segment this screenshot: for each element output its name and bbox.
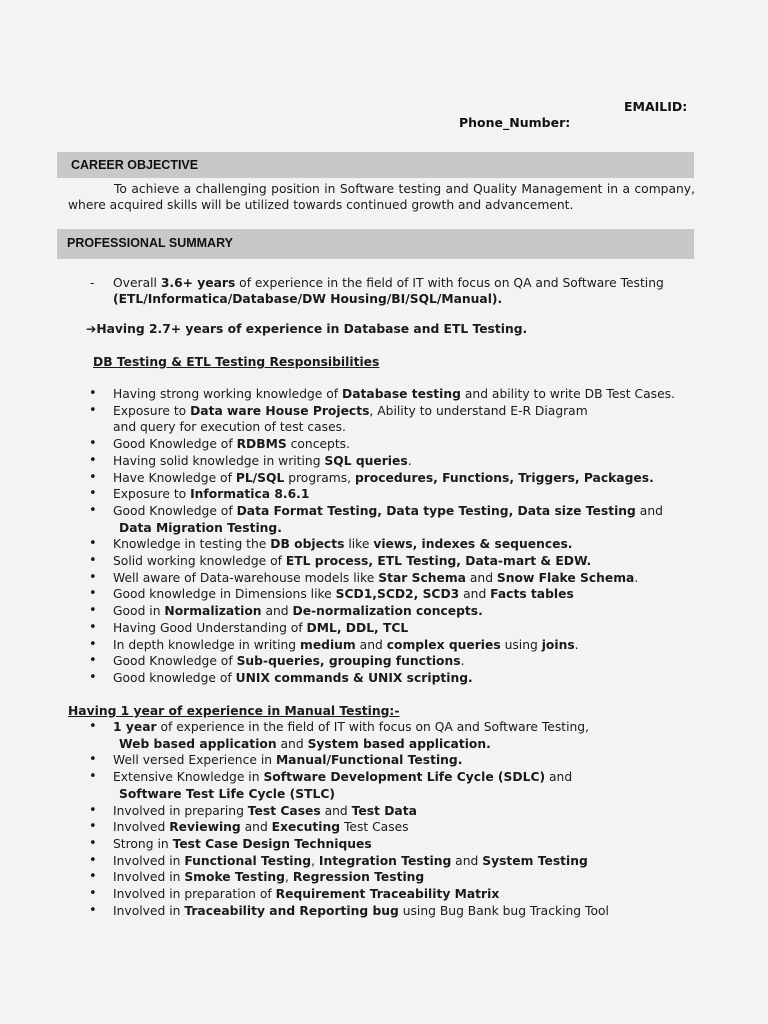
text: Solid working knowledge of (113, 554, 286, 569)
text: Well aware of Data-warehouse models like (113, 570, 379, 585)
text: Good knowledge of (113, 670, 236, 685)
overall-years: 3.6+ years (160, 276, 236, 290)
career-objective-text: To achieve a challenging position in Software testing and Quality Management in a company, where acquired skills will be utilized towards continued growth and advancement. (68, 182, 695, 212)
list-item-text (113, 854, 588, 868)
list-item (0, 536, 703, 553)
text: . (634, 570, 639, 585)
list-item-text (113, 753, 462, 767)
bold-text: ETL process, ETL Testing, Data-mart & EDW. (285, 554, 592, 569)
text: Well versed Experience in (113, 753, 276, 768)
text: and (276, 736, 308, 751)
text: Extensive Knowledge in (113, 770, 264, 785)
list-item-text (113, 471, 654, 485)
dash-marker: - (90, 276, 95, 290)
professional-summary-header (57, 229, 694, 259)
bold-text: System based application. (307, 736, 491, 751)
bold-text: De-normalization concepts. (292, 604, 483, 619)
list-item-text (113, 621, 408, 635)
text: Knowledge in testing the (113, 537, 271, 552)
text: programs, (284, 470, 355, 485)
list-item (0, 386, 703, 403)
list-item-text (113, 770, 572, 784)
list-item (0, 403, 703, 436)
list-item-text (113, 887, 499, 901)
bold-text: Sub-queries, grouping functions (236, 654, 461, 669)
list-item (0, 819, 703, 836)
bold-text: Traceability and Reporting bug (184, 903, 399, 918)
text: Involved in (113, 903, 185, 918)
text: Having solid knowledge in writing (113, 453, 325, 468)
list-item-text (113, 604, 483, 618)
bold-text: UNIX commands & UNIX scripting. (235, 670, 473, 685)
text: Test Cases (340, 820, 409, 835)
bold-text: complex queries (386, 637, 501, 652)
text: like (344, 537, 374, 552)
text: Good Knowledge of (113, 654, 237, 669)
bold-text: Snow Flake Schema (496, 570, 635, 585)
bold-text: DB objects (270, 537, 345, 552)
bold-text: Executing (271, 820, 341, 835)
list-item (0, 719, 703, 752)
list-item-text (113, 720, 589, 734)
bold-text: views, indexes & sequences. (373, 537, 573, 552)
list-item-text (113, 437, 350, 451)
text: and (261, 604, 293, 619)
list-item (0, 853, 703, 870)
bold-text: Database testing (342, 387, 461, 401)
bold-text: Test Case Design Techniques (172, 836, 372, 851)
overall-tech-list: (ETL/Informatica/Database/DW Housing/BI/SQL/Manual). (113, 292, 503, 306)
bold-text: joins (541, 637, 575, 652)
email-label: EMAILID: (624, 99, 688, 114)
bold-text: Software Development Life Cycle (SDLC) (263, 770, 546, 785)
db-etl-responsibilities-heading: DB Testing & ETL Testing Responsibilities (93, 355, 380, 369)
list-item (0, 436, 703, 453)
list-item-text (113, 404, 588, 418)
list-item-text (113, 487, 309, 501)
list-item (0, 470, 703, 487)
text: and (545, 770, 573, 785)
arrow-icon: ➔ (86, 322, 97, 336)
text: , Ability to understand E-R Diagram (369, 403, 588, 418)
bold-text: medium (300, 637, 356, 652)
list-item-continuation (113, 419, 703, 436)
text: and (465, 570, 497, 585)
list-item (0, 570, 703, 587)
bold-text: Data Migration Testing. (119, 520, 282, 535)
bold-text: Web based application (119, 736, 277, 751)
text: and (451, 853, 483, 868)
text: and ability to write DB Test Cases. (460, 387, 675, 401)
list-item-text (113, 804, 417, 818)
text: Involved in preparing (113, 803, 248, 818)
db-etl-experience-line (86, 322, 527, 336)
text: and query for execution of test cases. (113, 420, 346, 435)
list-item (0, 586, 703, 603)
bold-text: procedures, Functions, Triggers, Packages. (354, 470, 654, 485)
list-item (0, 903, 703, 920)
db-etl-experience-text: Having 2.7+ years of experience in Database and ETL Testing. (96, 322, 528, 336)
bold-text: Star Schema (378, 570, 466, 585)
list-item-text (113, 504, 663, 518)
text: Involved in (113, 870, 185, 885)
text: using (500, 637, 542, 652)
professional-summary-title: PROFESSIONAL SUMMARY (67, 236, 233, 250)
text: . (574, 637, 579, 652)
manual-testing-heading: Having 1 year of experience in Manual Testing:- (68, 704, 400, 718)
text: concepts. (286, 437, 350, 452)
bold-text: PL/SQL (235, 470, 285, 485)
manual-testing-list (0, 719, 768, 919)
list-item-text (113, 454, 412, 468)
list-item (0, 603, 703, 620)
list-item-continuation (113, 786, 703, 803)
text: In depth knowledge in writing (113, 637, 300, 652)
bold-text: Requirement Traceability Matrix (275, 887, 500, 902)
bold-text: SCD1,SCD2, SCD3 (335, 587, 460, 602)
bold-text: DML, DDL, TCL (306, 620, 409, 635)
list-item (0, 453, 703, 470)
list-item-continuation (113, 736, 703, 753)
list-item-text (113, 837, 372, 851)
bold-text: Smoke Testing (184, 870, 285, 885)
list-item (0, 486, 703, 503)
list-item-continuation (113, 520, 703, 537)
bold-text: SQL queries (324, 453, 408, 468)
overall-suffix: of experience in the field of IT with focus on QA and Software Testing (235, 276, 664, 290)
text: , (284, 870, 293, 885)
text: and (240, 820, 272, 835)
career-objective-title: CAREER OBJECTIVE (71, 158, 199, 172)
list-item-text (113, 654, 464, 668)
overall-prefix: Overall (113, 276, 161, 290)
bold-text: Software Test Life Cycle (STLC) (119, 786, 335, 801)
bold-text: Test Cases (247, 803, 321, 818)
list-item (0, 553, 703, 570)
bold-text: Manual/Functional Testing. (275, 753, 463, 768)
list-item (0, 653, 703, 670)
list-item (0, 637, 703, 654)
text: Involved in preparation of (113, 887, 276, 902)
list-item-text (113, 820, 409, 834)
bold-text: Integration Testing (318, 853, 452, 868)
list-item (0, 769, 703, 802)
text: and (355, 637, 387, 652)
list-item (0, 836, 703, 853)
bold-text: RDBMS (236, 437, 287, 452)
list-item (0, 670, 703, 687)
bold-text: System Testing (482, 853, 588, 868)
text: and (320, 803, 352, 818)
career-objective-header (57, 152, 694, 178)
text: , (311, 853, 319, 868)
list-item-text (113, 671, 473, 685)
overall-experience-item (90, 275, 695, 307)
db-etl-responsibilities-list (0, 386, 768, 687)
list-item (0, 886, 703, 903)
text: of experience in the field of IT with focus on QA and Software Testing, (156, 720, 590, 734)
text: Good in (113, 604, 165, 619)
list-item (0, 803, 703, 820)
list-item-text (113, 571, 638, 585)
text: using Bug Bank bug Tracking Tool (398, 903, 609, 918)
bold-text: Test Data (351, 803, 417, 818)
list-item-text (113, 387, 675, 401)
text: and (459, 587, 491, 602)
text: Good Knowledge of (113, 437, 237, 452)
text: Having Good Understanding of (113, 620, 307, 635)
text: Have Knowledge of (113, 470, 236, 485)
bold-text: Facts tables (490, 587, 574, 602)
text: . (460, 654, 465, 669)
list-item-text (113, 537, 572, 551)
bold-text: Normalization (164, 604, 262, 619)
phone-label: Phone_Number: (459, 115, 571, 130)
list-item-text (113, 904, 609, 918)
text: Good knowledge in Dimensions like (113, 587, 336, 602)
text: Good Knowledge of (113, 503, 237, 518)
list-item (0, 503, 703, 536)
bold-text: Reviewing (169, 820, 241, 835)
bold-text: 1 year (113, 720, 157, 734)
text: Having strong working knowledge of (113, 387, 343, 401)
bold-text: Functional Testing (184, 853, 312, 868)
bold-text: Informatica 8.6.1 (190, 487, 310, 502)
text: Involved in (113, 853, 185, 868)
text: and (635, 503, 663, 518)
list-item-text (113, 870, 424, 884)
text: Exposure to (113, 487, 191, 502)
text: Involved (113, 820, 170, 835)
list-item (0, 752, 703, 769)
list-item-text (113, 587, 574, 601)
list-item (0, 620, 703, 637)
bold-text: Data ware House Projects (190, 403, 370, 418)
text: Strong in (113, 836, 173, 851)
overall-experience-text (113, 275, 695, 291)
text: Exposure to (113, 403, 191, 418)
list-item (0, 869, 703, 886)
bold-text: Data Format Testing, Data type Testing, Data size Testing (236, 503, 636, 518)
list-item-text (113, 638, 579, 652)
list-item-text (113, 554, 591, 568)
bold-text: Regression Testing (292, 870, 425, 885)
text: . (407, 453, 412, 468)
